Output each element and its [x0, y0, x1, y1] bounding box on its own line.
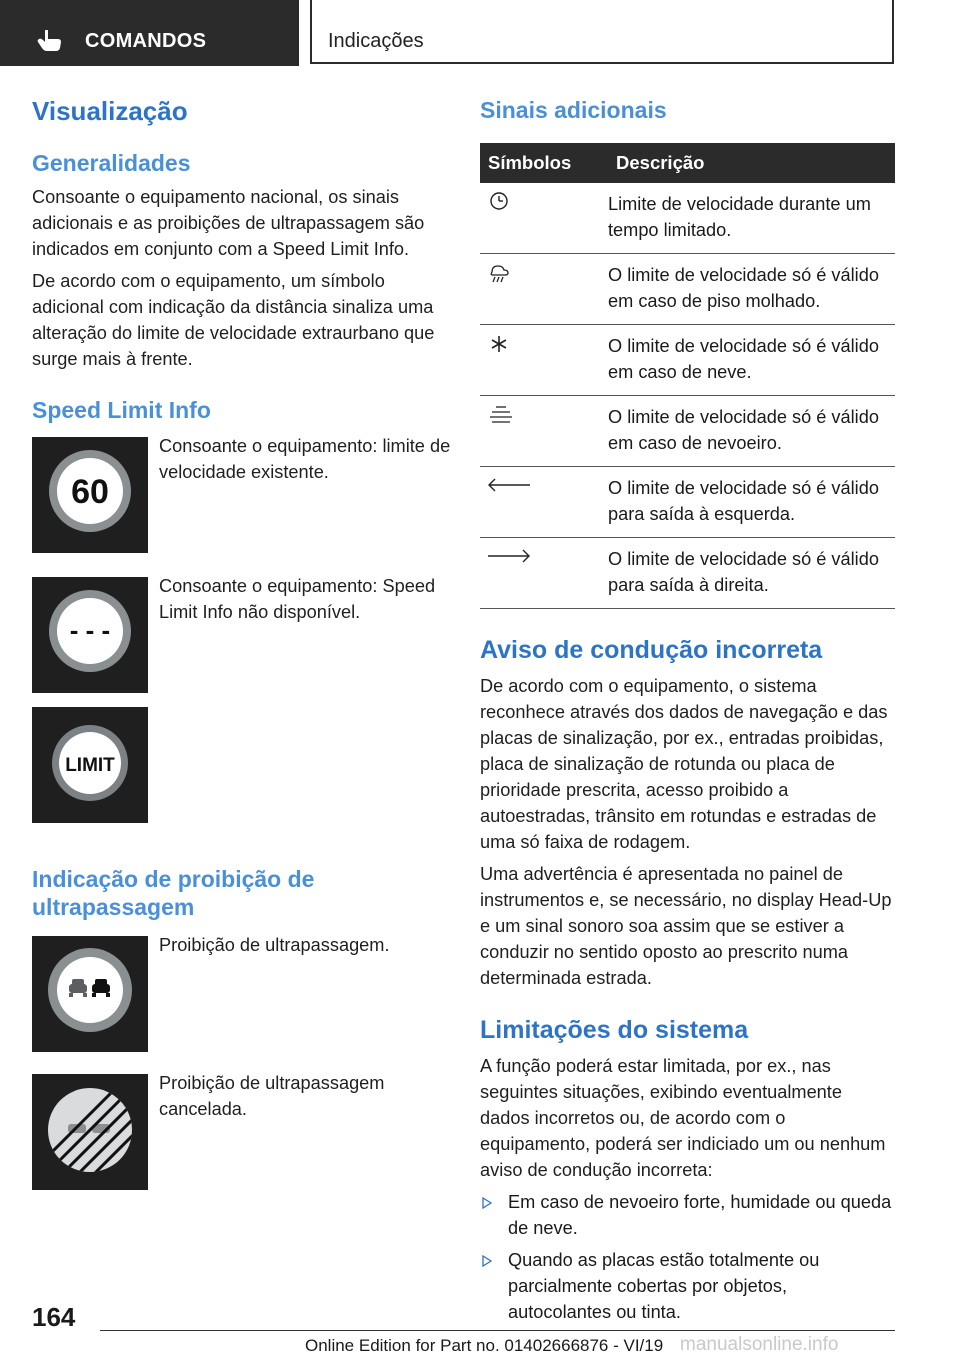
table-header-row [480, 143, 895, 183]
signal-description: O limite de velocidade só é válido para saída à esquerda. [608, 466, 895, 537]
sign-row-no-overtaking-cancelled [32, 1074, 452, 1194]
left-column [32, 96, 452, 1194]
list-item [480, 1247, 895, 1325]
no-overtaking-caption: Proibição de ultrapassagem. [159, 935, 390, 956]
unavailable-sign-caption: Consoante o equipamento: Speed Limit Info não disponível. [159, 575, 436, 622]
signal-description: Limite de velocidade durante um tempo limitado. [608, 183, 895, 254]
paragraph-wrong-way-2: Uma advertência é apresentada no painel de instrumentos e, se necessário, no display Head-Up e um sinal sonoro soa assim que se estiver a conduzir no sentido oposto ao prescrito numa determinada estrada. [480, 863, 892, 988]
rain-cloud-icon [486, 262, 512, 284]
list-item-text: Em caso de nevoeiro forte, humidade ou queda de neve. [508, 1191, 892, 1238]
clock-icon [486, 191, 512, 211]
heading-speed-limit-info: Speed Limit Info [32, 396, 211, 423]
table-row [480, 537, 895, 608]
table-row [480, 183, 895, 254]
list-item-text: Quando as placas estão totalmente ou parcialmente cobertas por objetos, autocolantes ou tinta. [508, 1249, 820, 1322]
fog-icon [486, 404, 516, 426]
paragraph-system-limits: A função poderá estar limitada, por ex., nas seguintes situações, exibindo eventualmente dados incorretos ou, de acordo com o equipamento, poderá ser indiciado um ou nenhum aviso de condução incorreta: [480, 1055, 886, 1180]
chapter-label: COMANDOS [85, 30, 207, 52]
paragraph-generalidades-2: De acordo com o equipamento, um símbolo adicional com indicação da distância sinaliza uma alteração do limite de velocidade extraurbano que surge mais à frente. [32, 270, 435, 369]
heading-generalidades: Generalidades [32, 150, 191, 177]
paragraph-wrong-way-1: De acordo com o equipamento, o sistema reconhece através dos dados de navegação e das placas de sinalização, por ex., entradas proibidas, placa de sinalização de rotunda ou placa de prioridade prescrita, acesso proibido a autoestradas, trânsito em rotundas e estradas de uma só faixa de rodagem. [480, 675, 888, 852]
signal-description: O limite de velocidade só é válido em caso de neve. [608, 324, 895, 395]
column-header-symbols: Símbolos [480, 143, 608, 183]
table-row [480, 395, 895, 466]
signal-description: O limite de velocidade só é válido em caso de nevoeiro. [608, 395, 895, 466]
watermark: manualsonline.info [680, 1334, 839, 1355]
right-column [480, 96, 895, 1331]
table-row [480, 324, 895, 395]
footer-divider [100, 1330, 895, 1331]
system-limits-list [480, 1189, 895, 1325]
triangle-bullet-icon [482, 1255, 492, 1267]
speed-limit-60-sign-image [32, 437, 148, 553]
sign-row-unavailable [32, 577, 452, 697]
page-header [0, 0, 960, 66]
section-title: Indicações [328, 30, 424, 52]
sign-dashes: - - - [69, 614, 111, 645]
speed-limit-sign-caption: Consoante o equipamento: limite de velocidade existente. [159, 435, 451, 482]
heading-sinais-adicionais: Sinais adicionais [480, 97, 667, 123]
arrow-right-icon [486, 546, 532, 566]
chapter-tab [0, 0, 299, 66]
paragraph-generalidades-1: Consoante o equipamento nacional, os sinais adicionais e as proibições de ultrapassagem são indicados em conjunto com a Speed Limit Info. [32, 186, 425, 259]
page-number: 164 [32, 1302, 76, 1332]
no-overtaking-cancelled-caption: Proibição de ultrapassagem cancelada. [159, 1073, 385, 1120]
sign-row-speed-60 [32, 437, 452, 557]
table-row [480, 253, 895, 324]
sign-limit-label: LIMIT [65, 754, 115, 776]
triangle-bullet-icon [482, 1197, 492, 1209]
signal-description: O limite de velocidade só é válido em caso de piso molhado. [608, 253, 895, 324]
arrow-left-icon [486, 475, 532, 495]
snowflake-icon [486, 333, 512, 355]
list-item [480, 1189, 895, 1241]
signal-description: O limite de velocidade só é válido para saída à direita. [608, 537, 895, 608]
no-overtaking-cancelled-sign-image [32, 1074, 148, 1190]
page-title: Visualização [32, 96, 188, 126]
additional-signals-table [480, 143, 895, 609]
heading-overtaking: Indicação de proibição de ultrapassagem [32, 865, 315, 921]
column-header-description: Descrição [608, 143, 895, 183]
heading-wrong-way-warning: Aviso de condução incorreta [480, 635, 823, 664]
section-title-box [310, 0, 894, 64]
edition-note: Online Edition for Part no. 01402666876 - VI/19 [305, 1336, 664, 1355]
hand-pointer-icon [36, 28, 62, 52]
no-overtaking-sign-image [32, 936, 148, 1052]
limit-sign-image [32, 707, 148, 823]
heading-system-limits: Limitações do sistema [480, 1015, 749, 1044]
table-row [480, 466, 895, 537]
sign-row-no-overtaking [32, 936, 452, 1056]
speed-limit-unavailable-sign-image [32, 577, 148, 693]
sign-number: 60 [71, 472, 109, 511]
sign-row-limit [32, 707, 452, 827]
